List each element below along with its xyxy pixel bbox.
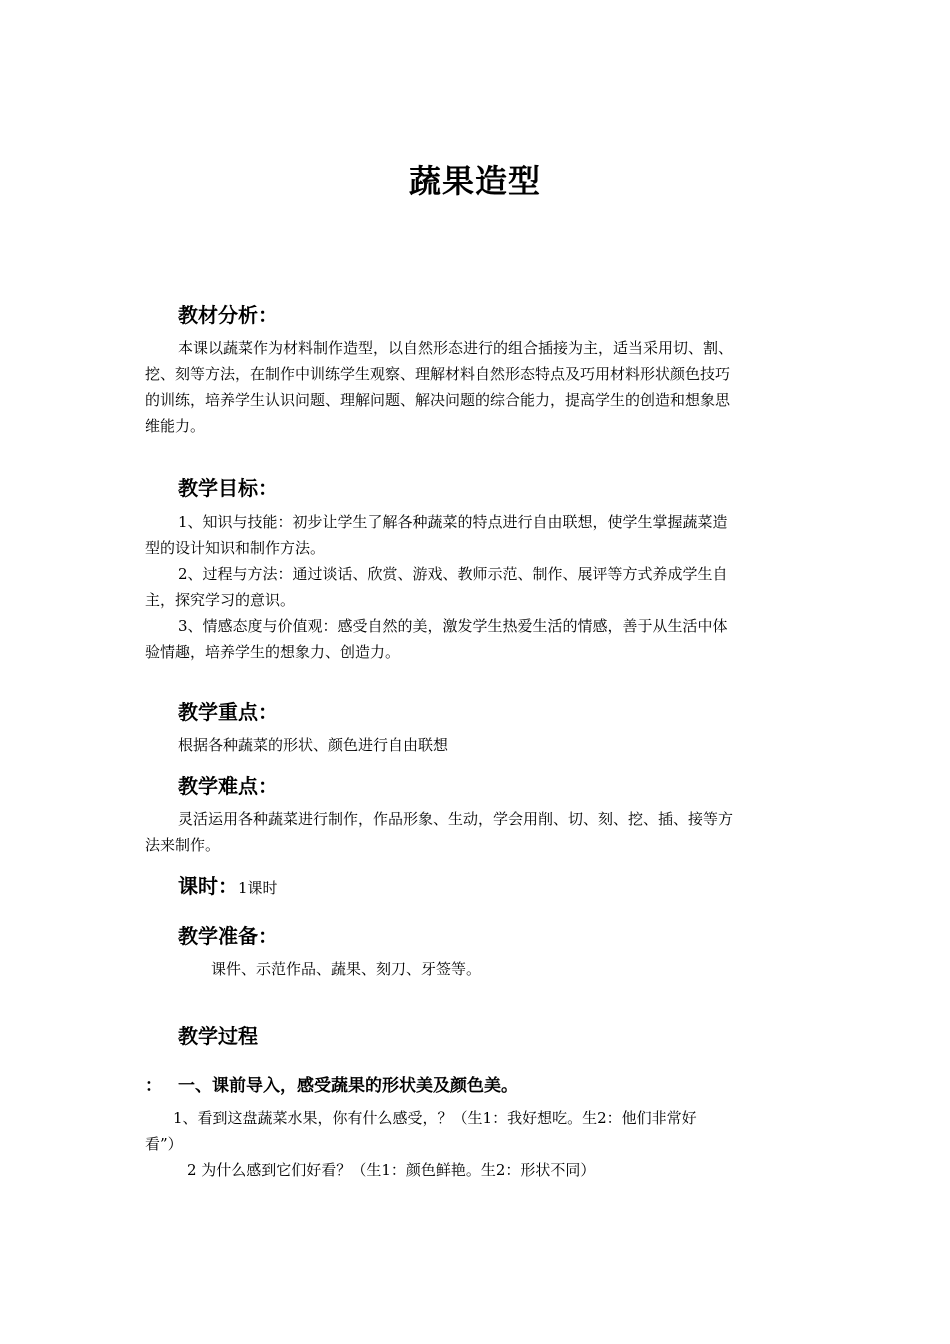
goals-line: 1、知识与技能：初步让学生了解各种蔬菜的特点进行自由联想，使学生掌握蔬菜造 [178, 513, 728, 531]
goals-line: 主，探究学习的意识。 [145, 591, 296, 609]
duration-label: 课时： [178, 874, 238, 898]
step1-prefix: ： [145, 1076, 162, 1096]
step1-heading [145, 1071, 518, 1096]
difficulties-line: 灵活运用各种蔬菜进行制作，作品形象、生动，学会用削、切、刻、挖、插、接等方 [178, 810, 734, 828]
heading-duration [178, 870, 278, 899]
paragraph-difficulties [145, 806, 800, 858]
analysis-line: 的训练，培养学生认识问题、理解问题、解决问题的综合能力，提高学生的创造和想象思 [145, 391, 731, 409]
analysis-line: 本课以蔬菜作为材料制作造型，以自然形态进行的组合插接为主，适当采用切、割、 [178, 339, 734, 357]
paragraph-goals [145, 509, 800, 665]
step1-line: 1、看到这盘蔬菜水果，你有什么感受，？（生1：我好想吃。生2：他们非常好 [173, 1109, 697, 1127]
step1-title: 一、课前导入，感受蔬果的形状美及颜色美。 [178, 1076, 518, 1096]
paragraph-preparation [145, 956, 800, 982]
step1-line: 2 为什么感到它们好看？（生1：颜色鲜艳。生2：形状不同） [187, 1161, 596, 1179]
key-points-line: 根据各种蔬菜的形状、颜色进行自由联想 [178, 736, 449, 754]
duration-value: 1课时 [238, 879, 278, 897]
document-title: 蔬果造型 [408, 162, 541, 200]
paragraph-key-points [145, 732, 800, 758]
heading-goals: 教学目标： [178, 476, 278, 500]
goals-line: 验情趣，培养学生的想象力、创造力。 [145, 643, 401, 661]
difficulties-line: 法来制作。 [145, 836, 221, 854]
step1-line: 看”） [145, 1135, 183, 1153]
heading-difficulties: 教学难点： [178, 774, 278, 798]
heading-analysis: 教材分析： [178, 303, 278, 327]
goals-line: 2、过程与方法：通过谈话、欣赏、游戏、教师示范、制作、展评等方式养成学生自 [178, 565, 728, 583]
heading-preparation: 教学准备： [178, 924, 278, 948]
paragraph-analysis [145, 335, 800, 439]
heading-process: 教学过程 [178, 1024, 258, 1048]
goals-line: 3、情感态度与价值观：感受自然的美，激发学生热爱生活的情感，善于从生活中体 [178, 617, 728, 635]
goals-line: 型的设计知识和制作方法。 [145, 539, 326, 557]
analysis-line: 维能力。 [145, 417, 206, 435]
paragraph-step1 [145, 1105, 800, 1183]
heading-key-points: 教学重点： [178, 700, 278, 724]
preparation-line: 课件、示范作品、蔬果、刻刀、牙签等。 [211, 960, 482, 978]
analysis-line: 挖、刻等方法，在制作中训练学生观察、理解材料自然形态特点及巧用材料形状颜色技巧 [145, 365, 731, 383]
